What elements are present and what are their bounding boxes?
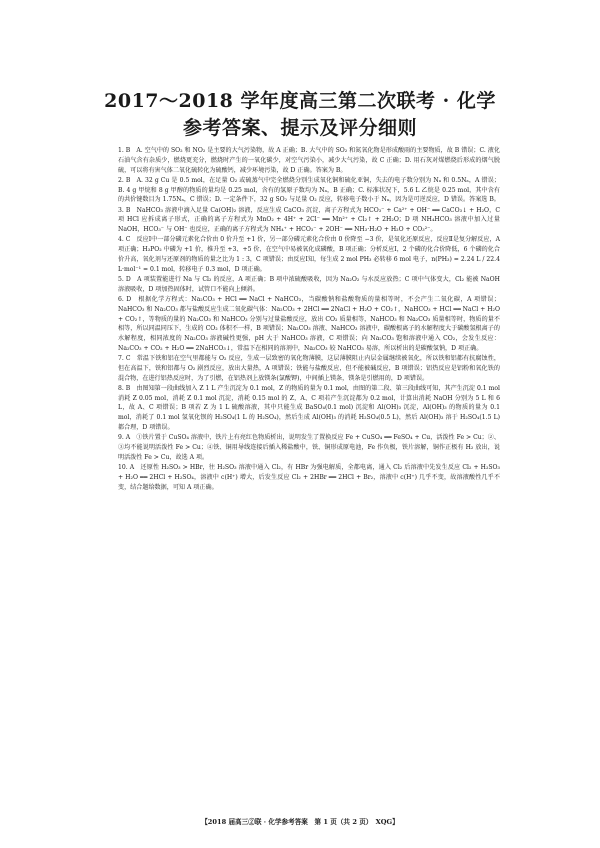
document-title: 2017～2018 学年度高三第二次联考 · 化学: [104, 90, 496, 112]
page-footer: 【2018 届高三②联 · 化学参考答案 第 1 页（共 2 页） XQG】: [201, 818, 399, 826]
answer-item: 8. B 由图知第一段曲线加入 Z 1 L 产生沉淀为 0.1 mol，Z 的物质的量为 0.1 mol，由图的第二段、第三段曲线可知，其产生沉淀 0.1 mol 消耗 Z 0.05 mol，消耗 Z 0.1 mol 沉淀，消耗 0.15 mol 的 Z，A、C 项若产生沉淀都为 0.2 mol，计算出消耗 NaOH 分别为 5 L 和 6 L，故 A、C 项错误；B 项若 Z 为 1 L 硫酸溶液，其中只能生成 BaSO₄(0.1 mol) 沉淀和 Al(OH)₃ 沉淀，Al(OH)₃ 的物质的量为 0.1 mol，消耗了 0.1 mol 氢氧化钡的 H₂SO₄(1 L 的 H₂SO₄)，然后生成 Al(OH)₃ 的消耗 H₂SO₄(0.5 L)，然后 Al(OH)₃ 溶于 H₂SO₄(1.5 L) 都合理，D 项错误。: [118, 384, 500, 432]
document-subtitle: 参考答案、提示及评分细则: [182, 117, 417, 139]
answer-item: 4. C 反应Ⅰ中一部分磷元素化合价由 0 价升至 +1 价，另一部分磷元素化合价由 0 价降至 −3 价，是氧化还原反应，反应Ⅱ是复分解反应，A 项正确；H₃PO₂ 中磷为 +1 价，推升至 +3、+5 价，在空气中易被氧化成磷酸，B 项正确；分析反应Ⅰ，2 个磷的化合价降低，6 个磷的化合价升高，氧化剂与还原剂的物质的量之比为 1 : 3，C 项错误；由反应Ⅰ知，每生成 2 mol PH₃ 必转移 6 mol 电子，n(PH₃) = 2.24 L / 22.4 L·mol⁻¹ = 0.1 mol，转移电子 0.3 mol，D 项正确。: [118, 236, 500, 273]
answer-item: 10. A 还原性 H₂SO₃ > HBr，往 H₂SO₃ 溶液中通入 Cl₂，有 HBr 为强电解质，全都电离，通入 Cl₂ 后溶液中先发生反应 Cl₂ + H₂SO₃ + H₂O ══ 2HCl + H₂SO₄，溶液中 c(H⁺) 增大，后发生反应 Cl₂ + 2HBr ══ 2HCl + Br₂，溶液中 c(H⁺) 几乎不变，故溶液酸性几乎不变，结合题给数据，可知 A 项正确。: [118, 464, 500, 491]
answer-item: 9. A ①铁片置于 CuSO₄ 溶液中，铁片上有亮红色物质析出，说明发生了置换反应 Fe + CuSO₄ ══ FeSO₄ + Cu，活泼性 Fe > Cu；②、③均不能说明活泼性 Fe > Cu；④铁、铜用导线连接后插入稀盐酸中，铁、铜形成原电池，Fe 作负极，铁片溶解，铜作正极有 H₂ 放出，说明活泼性 Fe > Cu，故选 A 项。: [118, 434, 500, 461]
answer-list: [118, 146, 500, 493]
answer-item: 6. D 根据化学方程式：Na₂CO₃ + HCl ══ NaCl + NaHCO₃，当碳酸钠和盐酸物质的量相等时，不会产生二氧化碳，A 项错误；NaHCO₃ 和 Na₂CO₃ 都与盐酸反应生成二氧化碳气体：Na₂CO₃ + 2HCl ══ 2NaCl + H₂O + CO₂↑，NaHCO₃ + HCl ══ NaCl + H₂O + CO₂↑，等物质的量的 Na₂CO₃ 和 NaHCO₃ 分别与过量盐酸反应，放出 CO₂ 质量相等，NaHCO₃ 和 Na₂CO₃ 质量相等时，物质的量不相等，所以同温同压下，生成的 CO₂ 体积不一样，B 项错误；Na₂CO₃ 溶液、NaHCO₃ 溶液中，碳酸根离子的水解程度大于碳酸氢根离子的水解程度，相同浓度的 Na₂CO₃ 溶液碱性更强，pH 大于 NaHCO₃ 溶液，C 项错误；向 Na₂CO₃ 饱和溶液中通入 CO₂，会发生反应：Na₂CO₃ + CO₂ + H₂O ══ 2NaHCO₃↓，常温下在相同的溶剂中，Na₂CO₃ 较 NaHCO₃ 易溶，所以析出的是碳酸氢钠，D 项正确。: [118, 295, 500, 352]
answer-item: 1. B A. 空气中的 SO₂ 和 NO₂ 是主要的大气污染物，故 A 正确；B. 大气中的 SO₂ 和氮氧化物是形成酸雨的主要物质，故 B 错误；C. 液化石油气含有杂质少，燃烧更充分，燃烧时产生的一氧化碳少，对空气污染小，减少大气污染，故 C 正确；D. 用石灰对煤燃烧后形成的烟气脱硫，可以将有害气体二氧化硫转化为硫酸钙，减少环境污染，故 D 正确。答案为 B。: [118, 147, 500, 174]
answer-item: 7. C 常温下铁和铝在空气里都能与 O₂ 反应，生成一层致密的氧化物薄膜，这层薄膜阻止内层金属继续被氧化，所以铁和铝都有抗腐蚀性，但在高温下，铁和铝都与 O₂ 剧烈反应，放出大量热，A 项错误；铁能与盐酸反应，但不能被碱反应，B 项错误；铝热反应是铝粉和氧化铁的混合物，在进行铝热反应时，为了引燃，在铝热剂上放镁条(氯酸钾)，中间插上镁条，镁条是引燃用的，D 项错误。: [118, 355, 500, 382]
answer-item: 3. B NaHCO₃ 溶液中滴入足量 Ca(OH)₂ 溶液，反应生成 CaCO₃ 沉淀，离子方程式为 HCO₃⁻ + Ca²⁺ + OH⁻ ══ CaCO₃↓ + H₂O，C 项 HCl 应拆成离子形式，正确的离子方程式为 MnO₂ + 4H⁺ + 2Cl⁻ ══ Mn²⁺ + Cl₂↑ + 2H₂O；D 项 NH₄HCO₃ 溶液中加入过量 NaOH，HCO₃⁻ 与 OH⁻ 也反应，正确的离子方程式为 NH₄⁺ + HCO₃⁻ + 2OH⁻ ══ NH₃·H₂O + H₂O + CO₃²⁻。: [118, 206, 500, 234]
answer-item: 5. D A 项装置能进行 Na 与 Cl₂ 的反应，A 项正确；B 项中浓硫酸吸收，因为 Na₂O₂ 与水反应放热；C 项中气体变大，Cl₂ 能被 NaOH 溶液吸收，D 项加热固体时，试管口不能向上倾斜。: [118, 275, 500, 293]
answer-item: 2. B A. 32 g Cu 是 0.5 mol，在足量 O₂ 或硫蒸气中完全燃烧分别生成氧化铜和硫化亚铜，失去的电子数分别为 Nₐ 和 0.5Nₐ，A 错误；B. 4 g 甲烷和 8 g 甲醇的物质的量均是 0.25 mol，含有的氢原子数均为 Nₐ，B 正确；C. 标准状况下，5.6 L 乙烷是 0.25 mol，其中含有的共价键数目为 1.75Nₐ，C 错误；D. 一定条件下，32 g SO₂ 与足量 O₂ 反应，转移电子数小于 Nₐ，因为是可逆反应，D 错误。答案选 B。: [118, 176, 500, 204]
